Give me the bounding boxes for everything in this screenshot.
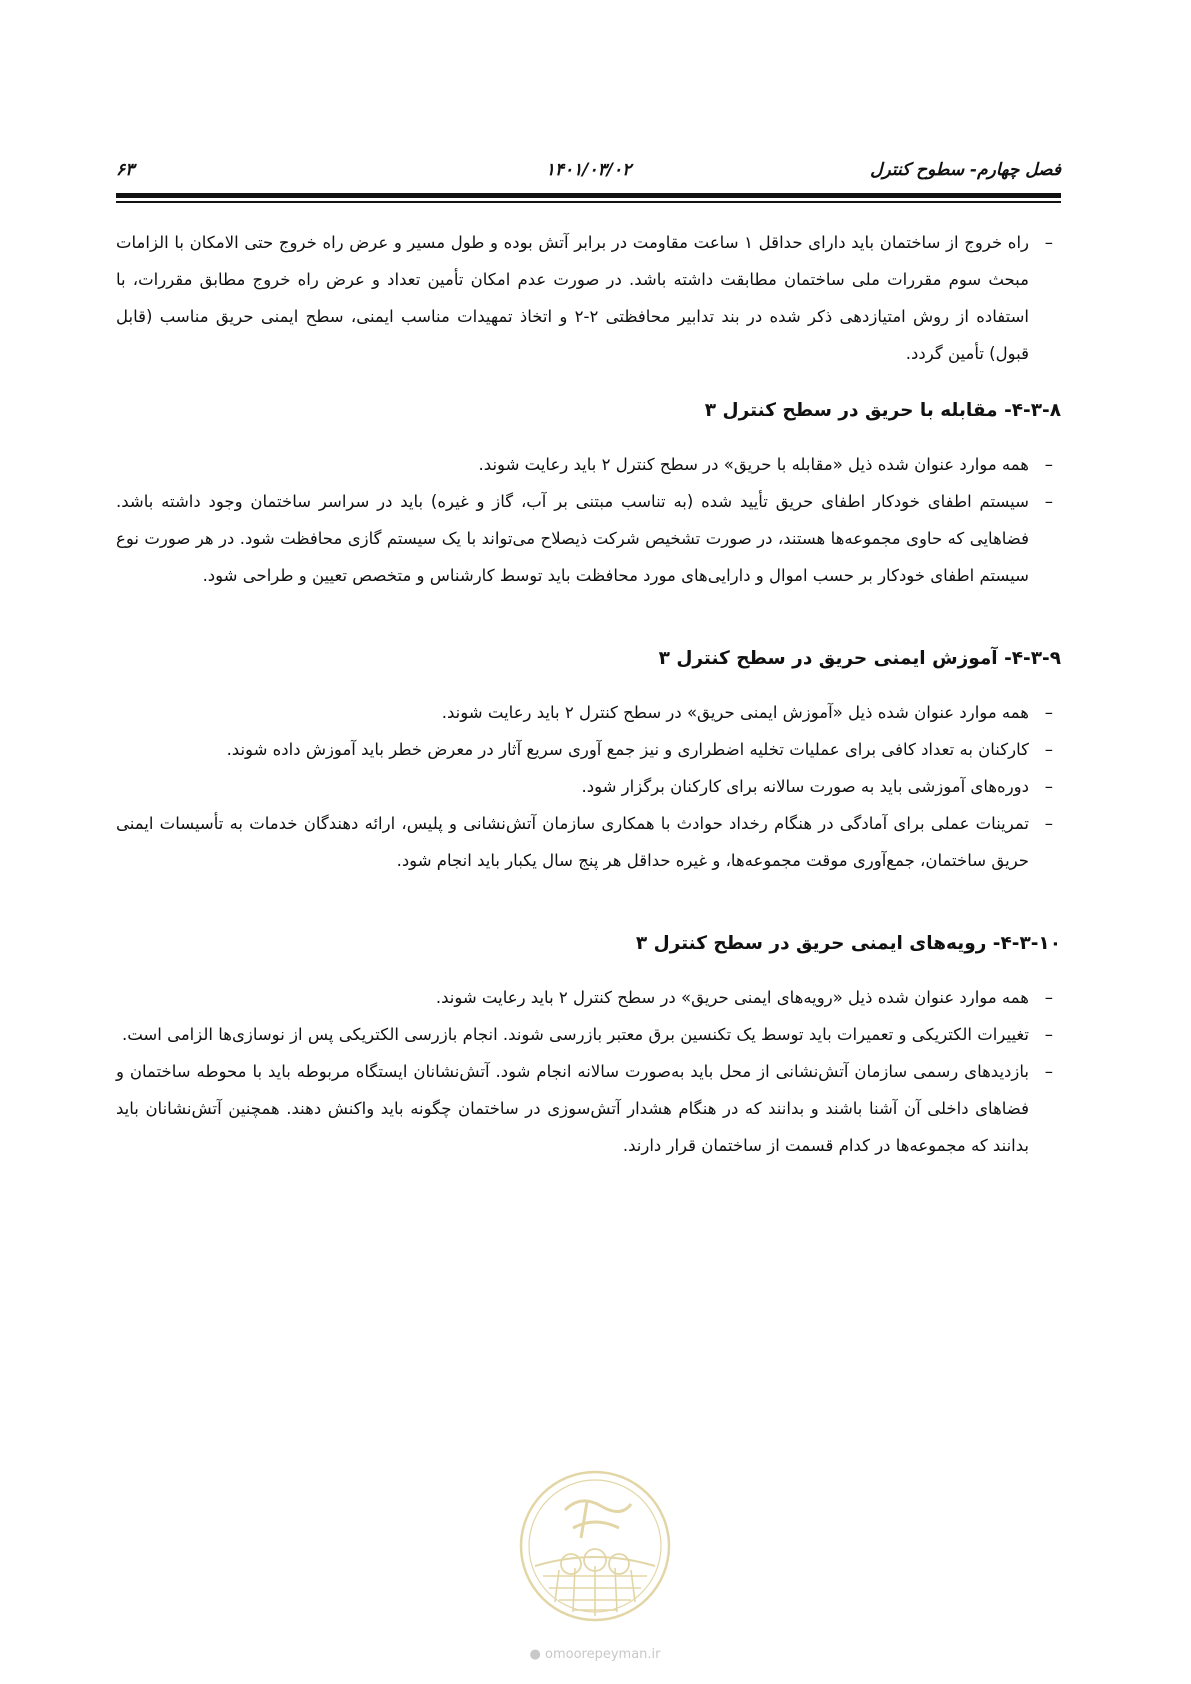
section-heading-4-3-8: ۴-۳-۸- مقابله با حریق در سطح کنترل ۳ <box>704 400 1061 421</box>
item-text: همه موارد عنوان شده ذیل «آموزش ایمنی حریق» در سطح کنترل ۲ باید رعایت شوند. <box>441 703 1029 722</box>
bullet-dash: – <box>1044 740 1053 759</box>
item-text: کارکنان به تعداد کافی برای عملیات تخلیه اضطراری و نیز جمع آوری سریع آثار در معرض خطر باید آموزش داده شوند. <box>226 740 1029 759</box>
list-item <box>116 768 1061 805</box>
section-heading-4-3-9: ۴-۳-۹- آموزش ایمنی حریق در سطح کنترل ۳ <box>658 648 1061 669</box>
list-item <box>116 1016 1061 1053</box>
list-item <box>116 1053 1061 1164</box>
item-text: تمرینات عملی برای آمادگی در هنگام رخداد حوادث با همکاری سازمان آتش‌نشانی و پلیس، ارائه دهندگان خدمات به تأسیسات ایمنی حریق ساختمان، جمع‌آوری موقت مجموعه‌ها، و غیره حداقل هر پنج سال یکبار باید انجام شود. <box>116 814 1029 870</box>
page-header <box>116 158 1061 184</box>
watermark-logo-icon <box>515 1466 675 1626</box>
item-text: همه موارد عنوان شده ذیل «مقابله با حریق» در سطح کنترل ۲ باید رعایت شوند. <box>478 455 1029 474</box>
item-text: بازدیدهای رسمی سازمان آتش‌نشانی از محل باید به‌صورت سالانه انجام شود. آتش‌نشانان ایستگاه مربوطه باید با محوطه ساختمان و فضاهای داخلی آن آشنا باشند و بدانند که در هنگام هشدار آتش‌سوزی در ساختمان چگونه باید واکنش دهند. همچنین آتش‌نشانان باید بدانند که مجموعه‌ها در کدام قسمت از ساختمان قرار دارند. <box>116 1062 1029 1155</box>
list-item <box>116 731 1061 768</box>
bullet-dash: – <box>1044 492 1053 511</box>
logo-band <box>535 1557 655 1566</box>
section-list-4-3-10 <box>116 979 1061 1164</box>
bullet-dash: – <box>1044 455 1053 474</box>
section-list-4-3-9 <box>116 694 1061 879</box>
header-rule-thin <box>116 201 1061 203</box>
body-content <box>116 224 1061 1164</box>
bullet-dash: – <box>1044 777 1053 796</box>
item-text: دوره‌های آموزشی باید به صورت سالانه برای کارکنان برگزار شود. <box>581 777 1029 796</box>
item-text: همه موارد عنوان شده ذیل «رویه‌های ایمنی حریق» در سطح کنترل ۲ باید رعایت شوند. <box>435 988 1029 1007</box>
bullet-dash: – <box>1044 988 1053 1007</box>
bullet-dash: – <box>1044 1062 1053 1081</box>
intro-list <box>116 224 1061 372</box>
header-rule-thick <box>116 193 1061 198</box>
bullet-dash: – <box>1044 814 1053 833</box>
logo-medallion-left <box>561 1554 581 1574</box>
bullet-dash: – <box>1044 233 1053 252</box>
list-item <box>116 446 1061 483</box>
bullet-dash: – <box>1044 1025 1053 1044</box>
logo-medallion-right <box>609 1554 629 1574</box>
bullet-dash: – <box>1044 703 1053 722</box>
section-list-4-3-8 <box>116 446 1061 594</box>
item-text: سیستم اطفای خودکار اطفای حریق تأیید شده (به تناسب مبتنی بر آب، گاز و غیره) باید در سراسر ساختمان وجود داشته باشد. فضاهایی که حاوی مجموعه‌ها هستند، در صورت تشخیص شرکت ذیصلاح می‌تواند با یک سیستم گازی محافظت شود. در هر صورت نوع سیستم اطفای خودکار بر حسب اموال و دارایی‌های مورد محافظت باید توسط کارشناس و متخصص تعیین و طراحی شود. <box>116 492 1029 585</box>
list-item <box>116 694 1061 731</box>
header-date: ۱۴۰۱/۰۳/۰۲ <box>545 160 632 180</box>
list-item <box>116 224 1061 372</box>
list-item <box>116 979 1061 1016</box>
list-item <box>116 805 1061 879</box>
chapter-title: فصل چهارم- سطوح کنترل <box>870 160 1061 180</box>
section-heading-4-3-10: ۴-۳-۱۰- رویه‌های ایمنی حریق در سطح کنترل ۳ <box>635 933 1061 954</box>
list-item <box>116 483 1061 594</box>
page-number: ۶۳ <box>116 160 135 180</box>
logo-calligraphy <box>565 1501 631 1538</box>
watermark-website: ● omoorepeyman.ir <box>529 1647 661 1662</box>
item-text: راه خروج از ساختمان باید دارای حداقل ۱ ساعت مقاومت در برابر آتش بوده و طول مسیر و عرض راه خروج حتی الامکان با الزامات مبحث سوم مقررات ملی ساختمان مطابقت داشته باشد. در صورت عدم امکان تأمین تعداد و عرض راه خروج مطابق مقررات، با استفاده از روش امتیازدهی ذکر شده در بند تدابیر محافظتی ۲-۲ و اتخاذ تمهیدات مناسب ایمنی، سطح ایمنی حریق مناسب (قابل قبول) تأمین گردد. <box>116 233 1030 363</box>
item-text: تغییرات الکتریکی و تعمیرات باید توسط یک تکنسین برق معتبر بازرسی شوند. انجام بازرسی الکتریکی پس از نوسازی‌ها الزامی است. <box>121 1025 1029 1044</box>
